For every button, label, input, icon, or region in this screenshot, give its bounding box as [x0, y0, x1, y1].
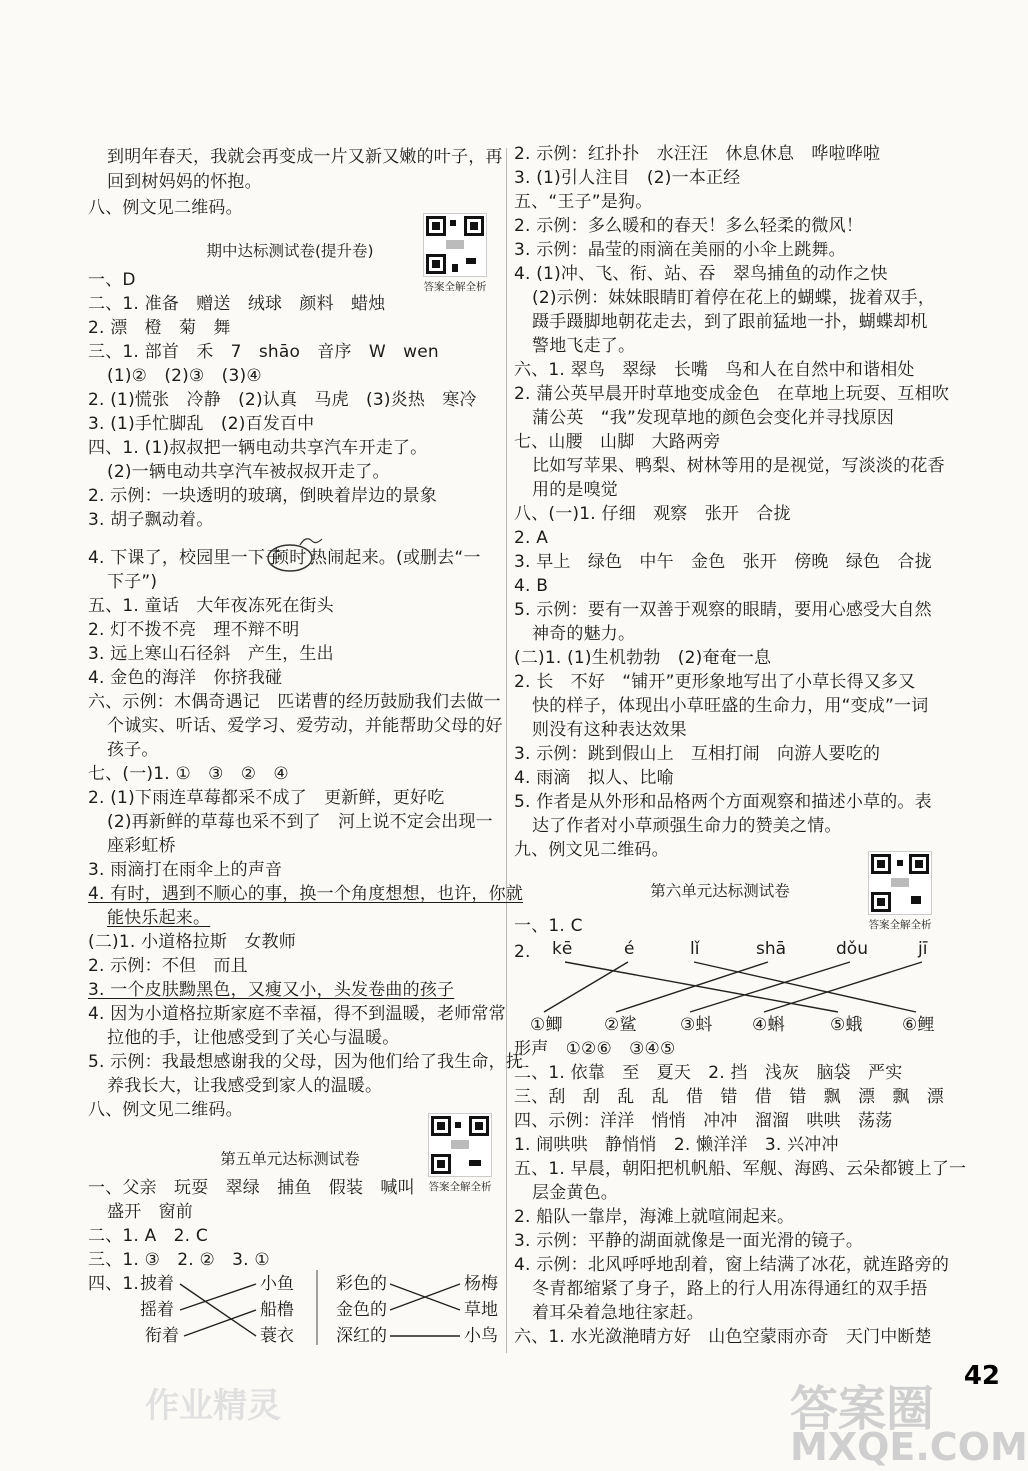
match-word: 金色的 [336, 1300, 387, 1320]
match-line [616, 962, 768, 1012]
text-line: 5. 示例：我最想感谢我的父母，因为他们给了我生命，抚 [88, 1052, 524, 1072]
match-word: 彩色的 [336, 1274, 387, 1294]
match-word: 摇着 [140, 1300, 174, 1320]
text-line: 3. 远上寒山石径斜 产生，生出 [88, 644, 334, 664]
text-line: 3. 雨滴打在雨伞上的声音 [88, 860, 283, 880]
match-word: 草地 [464, 1300, 498, 1320]
text-line: 2. 船队一靠岸，海滩上就喧闹起来。 [514, 1207, 795, 1227]
text-line: 4. 金色的海洋 你挤我碰 [88, 668, 283, 688]
text-line: 4. (1)冲、飞、衔、站、吞 翠鸟捕鱼的动作之快 [514, 264, 888, 284]
match-word: 小鸟 [464, 1326, 498, 1346]
text-line: 五、1. 早晨，朝阳把机帆船、军舰、海鸥、云朵都镀上了一 [514, 1159, 967, 1179]
text-line: 2. 示例：红扑扑 水汪汪 休息休息 哗啦哗啦 [514, 144, 881, 164]
text-line: 4. 因为小道格拉斯家庭不幸福，得不到温暖，老师常常 [88, 1004, 506, 1024]
insert-mark [300, 539, 322, 545]
text-line: (二)1. 小道格拉斯 女教师 [88, 932, 296, 952]
match-word: 披着 [140, 1274, 174, 1294]
pinyin: shā [756, 939, 787, 959]
watermark-logo: 答案圈 [790, 1381, 935, 1437]
text-line: 4. B [514, 576, 549, 596]
text-line: 热闹起来。(或删去“一 [310, 548, 481, 568]
text-line: 五、“王子”是狗。 [514, 192, 653, 212]
match-line [390, 1284, 460, 1310]
qr-code-unit5 [428, 1113, 492, 1177]
text-line: 养我长大，让我感受到家人的温暖。 [107, 1076, 383, 1096]
text-line: 4. 下课了，校园里一下子 [88, 548, 283, 568]
text-line: 回到树妈妈的怀抱。 [107, 172, 262, 192]
pinyin: lǐ [690, 939, 700, 959]
match-char: ⑥鲤 [902, 1015, 935, 1035]
text-line: 六、1. 翠鸟 翠绿 长嘴 鸟和人在自然中和谐相处 [514, 360, 915, 380]
match-word: 小鱼 [260, 1274, 294, 1294]
text-line: 2. 示例：不但 而且 [88, 956, 248, 976]
text-line: 三、刮 刮 乱 乱 借 错 借 错 飘 漂 飘 漂 [514, 1087, 944, 1107]
text-line: 1. 闹哄哄 静悄悄 2. 懒洋洋 3. 兴冲冲 [514, 1135, 839, 1155]
text-line: 则没有这种表达效果 [532, 720, 687, 740]
circled-word: 顿时 [272, 548, 307, 568]
text-line-underlined: 能快乐起来。 [107, 908, 211, 928]
text-line: 神奇的魅力。 [532, 624, 636, 644]
text-line: 冬青都缩紧了身子，路上的行人用冻得通红的双手捂 [532, 1279, 928, 1299]
text-line: (2)一辆电动共享汽车被叔叔开走了。 [107, 462, 390, 482]
text-line: 一、父亲 玩耍 翠绿 捕鱼 假装 喊叫 [88, 1178, 415, 1198]
text-line: 3. 胡子飘动着。 [88, 510, 214, 530]
text-line: 形声 ①②⑥ ③④⑤ [514, 1039, 676, 1059]
match-char: ①鲫 [530, 1015, 563, 1035]
qr-caption-unit6: 答案全解全析 [868, 919, 932, 931]
text-line: 二、1. A 2. C [88, 1226, 208, 1246]
text-line: 六、1. 水光潋滟晴方好 山色空蒙雨亦奇 天门中断楚 [514, 1327, 932, 1347]
text-line: 八、(一)1. 仔细 观察 张开 合拢 [514, 504, 791, 524]
text-line: 座彩虹桥 [107, 836, 176, 856]
text-line: 2. 示例：一块透明的玻璃，倒映着岸边的景象 [88, 486, 438, 506]
text-line: 3. 早上 绿色 中午 金色 张开 傍晚 绿色 合拢 [514, 552, 932, 572]
text-line: 七、(一)1. ① ③ ② ④ [88, 764, 289, 784]
match-word: 深红的 [336, 1326, 387, 1346]
text-line: 2. [514, 942, 531, 962]
text-line: 比如写苹果、鸭梨、树林等用的是视觉，写淡淡的花香 [532, 456, 945, 476]
text-line: 九、例文见二维码。 [514, 840, 669, 860]
match-line [694, 962, 916, 1012]
pinyin: jī [918, 939, 928, 959]
text-line: (二)1. (1)生机勃勃 (2)奄奄一息 [514, 648, 772, 668]
text-line: 二、1. 准备 赠送 绒球 颜料 蜡烛 [88, 294, 386, 314]
match-char: ④蝌 [752, 1015, 785, 1035]
text-line: 2. (1)下雨连草莓都采不成了 更新鲜，更好吃 [88, 788, 445, 808]
text-line: 警地飞走了。 [532, 336, 636, 356]
text-line: 3. (1)引人注目 (2)一本正经 [514, 168, 741, 188]
text-line: 蹑手蹑脚地朝花走去，到了跟前猛地一扑，蝴蝶却机 [532, 312, 928, 332]
text-line: 三、1. 部首 禾 7 shāo 音序 W wen [88, 342, 439, 362]
text-line: 四、1. [88, 1274, 140, 1294]
text-line: 5. 示例：要有一双善于观察的眼睛，要用心感受大自然 [514, 600, 932, 620]
match-char: ②鲨 [604, 1015, 637, 1035]
text-line: 二、1. 依靠 至 夏天 2. 挡 浅灰 脑袋 严实 [514, 1063, 903, 1083]
qr-code-unit6 [868, 851, 932, 915]
text-line: 2. 长 不好 “铺开”更形象地写出了小草长得又多又 [514, 672, 916, 692]
section-title-unit5: 第五单元达标测试卷 [220, 1150, 360, 1168]
match-line [390, 1284, 460, 1310]
pinyin: é [624, 939, 635, 959]
text-line: (2)再新鲜的草莓也采不到了 河上说不定会出现一 [107, 812, 493, 832]
text-line: 3. 示例：跳到假山上 互相打闹 向游人要吃的 [514, 744, 881, 764]
match-line [690, 962, 850, 1012]
text-line: 蒲公英 “我”发现草地的颜色会变化并寻找原因 [532, 408, 895, 428]
section-title-midterm: 期中达标测试卷(提升卷) [206, 242, 374, 260]
pinyin: dǒu [836, 939, 868, 959]
match-word: 蓑衣 [260, 1326, 294, 1346]
match-line [180, 1284, 256, 1336]
match-line [184, 1310, 256, 1336]
text-line: 三、1. ③ 2. ② 3. ① [88, 1250, 270, 1270]
text-line: 2. 蒲公英早晨开时草地变成金色 在草地上玩耍、互相吹 [514, 384, 950, 404]
text-line: 2. (1)慌张 冷静 (2)认真 马虎 (3)炎热 寒冷 [88, 390, 477, 410]
text-line: 孩子。 [107, 740, 159, 760]
text-line: 拉他的手，让他感受到了关心与温暖。 [107, 1028, 400, 1048]
match-line [764, 962, 922, 1012]
text-line: 2. 漂 橙 菊 舞 [88, 318, 231, 338]
text-line: 2. 灯不拨不亮 理不辩不明 [88, 620, 300, 640]
text-line: 3. 示例：平静的湖面就像是一面光滑的镜子。 [514, 1231, 864, 1251]
match-line [180, 1284, 256, 1310]
text-line: 3. 示例：晶莹的雨滴在美丽的小伞上跳舞。 [514, 240, 846, 260]
text-line: 3. (1)手忙脚乱 (2)百发百中 [88, 414, 315, 434]
page-number: 42 [963, 1361, 1000, 1391]
text-line: 四、示例：洋洋 悄悄 冲冲 溜溜 哄哄 荡荡 [514, 1111, 893, 1131]
text-line: 七、山腰 山脚 大路两旁 [514, 432, 721, 452]
text-line: 一、D [88, 270, 136, 290]
text-line-underlined: 4. 有时，遇到不顺心的事，换一个角度想想，也许，你就 [88, 884, 524, 904]
column-divider [506, 148, 507, 1353]
watermark-url: MXQE.COM [790, 1425, 1028, 1469]
text-line: 四、1. (1)叔叔把一辆电动共享汽车开走了。 [88, 438, 428, 458]
match-line [565, 962, 838, 1012]
text-line: 2. 示例：多么暖和的春天！多么轻柔的微风！ [514, 216, 864, 236]
text-line-underlined: 3. 一个皮肤黝黑色，又瘦又小，头发卷曲的孩子 [88, 980, 455, 1000]
text-line: 一、1. C [514, 916, 583, 936]
match-word: 衔着 [145, 1326, 179, 1346]
text-line: 八、例文见二维码。 [88, 198, 243, 218]
text-line: 个诚实、听话、爱学习、爱劳动，并能帮助父母的好 [107, 716, 503, 736]
match-word: 船橹 [260, 1300, 294, 1320]
text-line: 着耳朵着急地往家赶。 [532, 1303, 704, 1323]
match-char: ⑤蛾 [830, 1015, 863, 1035]
text-line: 下子”) [107, 572, 158, 592]
pinyin: kē [552, 939, 573, 959]
text-line: 八、例文见二维码。 [88, 1100, 243, 1120]
text-line: 层金黄色。 [532, 1183, 618, 1203]
text-line: 盛开 窗前 [107, 1202, 193, 1222]
qr-caption-unit5: 答案全解全析 [428, 1181, 492, 1193]
text-line: 5. 作者是从外形和品格两个方面观察和描述小草的。表 [514, 792, 932, 812]
match-line [544, 962, 628, 1012]
qr-caption-midterm: 答案全解全析 [423, 281, 487, 293]
text-line: 五、1. 童话 大年夜冻死在街头 [88, 596, 334, 616]
text-line: 用的是嗅觉 [532, 480, 618, 500]
text-line: 六、示例：木偶奇遇记 匹诺曹的经历鼓励我们去做一 [88, 692, 501, 712]
qr-code-midterm [423, 213, 487, 277]
text-line: 到明年春天，我就会再变成一片又新又嫩的叶子，再 [107, 147, 503, 167]
text-line: (1)② (2)③ (3)④ [107, 366, 262, 386]
text-line: 达了作者对小草顽强生命力的赞美之情。 [532, 816, 842, 836]
text-line: 2. A [514, 528, 549, 548]
watermark-brand: 作业精灵 [145, 1386, 281, 1426]
match-word: 杨梅 [464, 1274, 498, 1294]
text-line: 4. 示例：北风呼呼地刮着，窗上结满了冰花，就连路旁的 [514, 1255, 950, 1275]
text-line: 4. 雨滴 拟人、比喻 [514, 768, 674, 788]
section-title-unit6: 第六单元达标测试卷 [650, 882, 790, 900]
text-line: 快的样子，体现出小草旺盛的生命力，用“变成”一词 [532, 696, 929, 716]
text-line: (2)示例：妹妹眼睛盯着停在花上的蝴蝶，拢着双手， [532, 288, 936, 308]
match-char: ③蚪 [680, 1015, 713, 1035]
